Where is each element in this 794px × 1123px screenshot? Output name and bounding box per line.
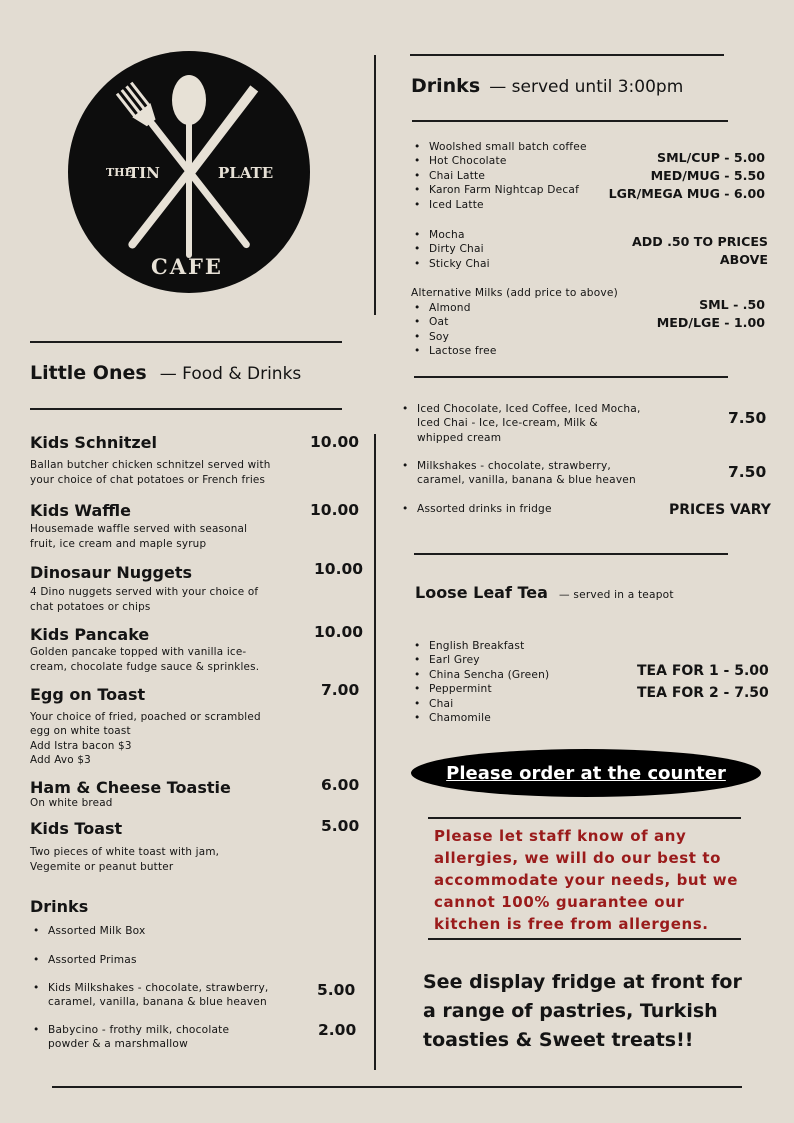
list-item: • Assorted Milk Box <box>30 924 320 938</box>
price-line: SML/CUP - 5.00 <box>657 150 765 165</box>
menu-item-description <box>30 585 258 615</box>
list-item: • Mocha <box>411 228 611 242</box>
line: caramel, vanilla, banana & blue heaven <box>48 996 267 1009</box>
menu-item-title: Ham & Cheese Toastie <box>30 778 231 797</box>
notice-line: cannot 100% guarantee our <box>434 893 685 911</box>
extras-list <box>411 228 611 271</box>
drinks-heading <box>411 75 683 97</box>
notice-line: a range of pastries, Turkish <box>423 1000 718 1022</box>
column-divider <box>374 55 376 315</box>
order-notice-text: Please order at the counter <box>446 762 726 784</box>
logo-word-the: THE <box>106 166 133 179</box>
menu-item-title: Kids Schnitzel <box>30 433 157 452</box>
menu-item-description <box>30 710 261 767</box>
desc-line: Add Avo $3 <box>30 753 91 766</box>
cold-drink-item <box>399 502 679 516</box>
notice-line: Please let staff know of any <box>434 827 687 845</box>
list-item: • Almond <box>411 301 611 315</box>
milks-list <box>411 301 611 359</box>
desc-line: your choice of chat potatoes or French fries <box>30 474 266 486</box>
menu-item-title: Kids Pancake <box>30 625 150 644</box>
divider <box>414 376 728 378</box>
list-item: • Karon Farm Nightcap Decaf <box>411 183 631 197</box>
divider <box>428 938 741 940</box>
desc-line: Vegemite or peanut butter <box>30 861 174 873</box>
line: caramel, vanilla, banana & blue heaven <box>417 474 636 487</box>
menu-item-description <box>30 458 271 488</box>
kids-drink-item <box>30 953 320 967</box>
menu-item-price: 7.50 <box>728 463 767 481</box>
list-item: • Hot Chocolate <box>411 154 631 168</box>
drinks-title: Drinks <box>411 75 481 97</box>
tea-heading <box>415 583 674 602</box>
tea-subtitle: — served in a teapot <box>559 589 674 601</box>
desc-line: Golden pancake topped with vanilla ice- <box>30 646 247 658</box>
menu-item-price: 6.00 <box>321 776 360 794</box>
list-item <box>30 981 320 1010</box>
notice-line: allergies, we will do our best to <box>434 849 722 867</box>
logo-word-tin: TIN <box>128 164 160 182</box>
line: Kids Milkshakes - chocolate, strawberry, <box>48 982 269 994</box>
price-line: LGR/MEGA MUG - 6.00 <box>608 186 765 201</box>
menu-item-price: 2.00 <box>318 1021 357 1039</box>
logo-emblem <box>68 48 310 296</box>
menu-item-description <box>30 645 259 675</box>
price-line: TEA FOR 1 - 5.00 <box>637 663 769 679</box>
menu-item-price: PRICES VARY <box>669 502 771 518</box>
notice-line: kitchen is free from allergens. <box>434 915 709 933</box>
desc-line: Your choice of fried, poached or scrambled <box>30 711 261 723</box>
menu-item-price: 10.00 <box>314 623 364 641</box>
list-item: • Sticky Chai <box>411 257 611 271</box>
notice-line: See display fridge at front for <box>423 971 742 993</box>
menu-item-price: 5.00 <box>321 817 360 835</box>
tea-title: Loose Leaf Tea <box>415 583 548 602</box>
divider <box>428 817 741 819</box>
column-divider <box>374 434 376 1070</box>
menu-item-title: Kids Toast <box>30 819 123 838</box>
desc-line: Housemade waffle served with seasonal <box>30 523 248 535</box>
logo-word-plate: PLATE <box>218 164 274 182</box>
milks-prices <box>620 296 765 332</box>
price-line: SML - .50 <box>699 297 765 312</box>
menu-item-price: 10.00 <box>310 501 360 519</box>
menu-item-title: Dinosaur Nuggets <box>30 563 193 582</box>
allergy-notice <box>434 825 738 935</box>
list-item: • Iced Latte <box>411 198 631 212</box>
menu-item-description <box>30 845 219 875</box>
menu-item-price: 10.00 <box>314 560 364 578</box>
list-item: • China Sencha (Green) <box>411 668 611 682</box>
desc-line: chat potatoes or chips <box>30 601 151 613</box>
kids-drink-item <box>30 1023 320 1052</box>
list-item: • Lactose free <box>411 344 611 358</box>
little-ones-heading <box>30 362 301 384</box>
drinks-subtitle: — served until 3:00pm <box>489 77 684 97</box>
list-item <box>399 402 679 445</box>
menu-item-title: Kids Waffle <box>30 501 132 520</box>
fridge-notice <box>423 968 742 1055</box>
line: Iced Chocolate, Iced Coffee, Iced Mocha, <box>417 403 641 415</box>
extras-note <box>600 233 768 269</box>
list-item: • Earl Grey <box>411 653 611 667</box>
list-item: • Chamomile <box>411 711 611 725</box>
divider <box>414 553 728 555</box>
list-item: • English Breakfast <box>411 639 611 653</box>
price-line: MED/LGE - 1.00 <box>656 315 765 330</box>
order-at-counter-banner <box>411 749 761 797</box>
tea-list <box>411 639 611 725</box>
tea-prices <box>637 660 769 704</box>
line: whipped cream <box>417 431 502 444</box>
list-item: • Soy <box>411 330 611 344</box>
list-item <box>399 459 679 488</box>
line: Babycino - frothy milk, chocolate <box>48 1024 230 1036</box>
list-item: • Assorted drinks in fridge <box>399 502 679 516</box>
menu-item-description <box>30 522 247 552</box>
kids-drink-item <box>30 924 320 938</box>
divider <box>412 120 728 122</box>
list-item: • Chai Latte <box>411 169 631 183</box>
cafe-logo <box>68 48 310 296</box>
price-line: MED/MUG - 5.50 <box>650 168 765 183</box>
desc-line: fruit, ice cream and maple syrup <box>30 538 207 550</box>
desc-line: cream, chocolate fudge sauce & sprinkles. <box>30 661 260 673</box>
menu-item-price: 10.00 <box>310 433 360 451</box>
desc-line: egg on white toast <box>30 725 131 738</box>
divider <box>410 54 724 56</box>
milks-heading: Alternative Milks (add price to above) <box>411 287 618 299</box>
desc-line: Ballan butcher chicken schnitzel served with <box>30 459 271 471</box>
list-item: • Oat <box>411 315 611 329</box>
line: Iced Chai - Ice, Ice-cream, Milk & <box>417 417 598 430</box>
note-line: ABOVE <box>719 252 768 267</box>
desc-line: Two pieces of white toast with jam, <box>30 846 220 858</box>
cold-drink-item <box>399 402 679 445</box>
menu-item-price: 7.50 <box>728 409 767 427</box>
desc-line: On white bread <box>30 797 113 809</box>
kids-drinks-title: Drinks <box>30 897 89 916</box>
coffee-prices <box>590 149 765 203</box>
menu-item-price: 7.00 <box>321 681 360 699</box>
line: powder & a marshmallow <box>48 1038 188 1051</box>
line: Milkshakes - chocolate, strawberry, <box>417 460 611 472</box>
list-item: • Peppermint <box>411 682 611 696</box>
notice-line: accommodate your needs, but we <box>434 871 739 889</box>
price-line: TEA FOR 2 - 7.50 <box>637 685 769 701</box>
menu-item-price: 5.00 <box>317 981 356 999</box>
menu-item-title: Egg on Toast <box>30 685 146 704</box>
little-ones-title: Little Ones <box>30 362 147 384</box>
kids-drink-item <box>30 981 320 1010</box>
list-item: • Woolshed small batch coffee <box>411 140 631 154</box>
logo-word-cafe: CAFE <box>151 254 223 279</box>
cold-drink-item <box>399 459 679 488</box>
bottom-divider <box>52 1086 742 1088</box>
list-item: • Chai <box>411 697 611 711</box>
notice-line: toasties & Sweet treats!! <box>423 1029 694 1051</box>
list-item <box>30 1023 320 1052</box>
desc-line: 4 Dino nuggets served with your choice of <box>30 586 259 598</box>
desc-line: Add Istra bacon $3 <box>30 739 132 752</box>
little-ones-subtitle: — Food & Drinks <box>159 364 302 384</box>
note-line: ADD .50 TO PRICES <box>632 234 768 249</box>
list-item: • Dirty Chai <box>411 242 611 256</box>
list-item: • Assorted Primas <box>30 953 320 967</box>
divider <box>30 341 342 343</box>
menu-item-description <box>30 796 113 811</box>
divider <box>30 408 342 410</box>
